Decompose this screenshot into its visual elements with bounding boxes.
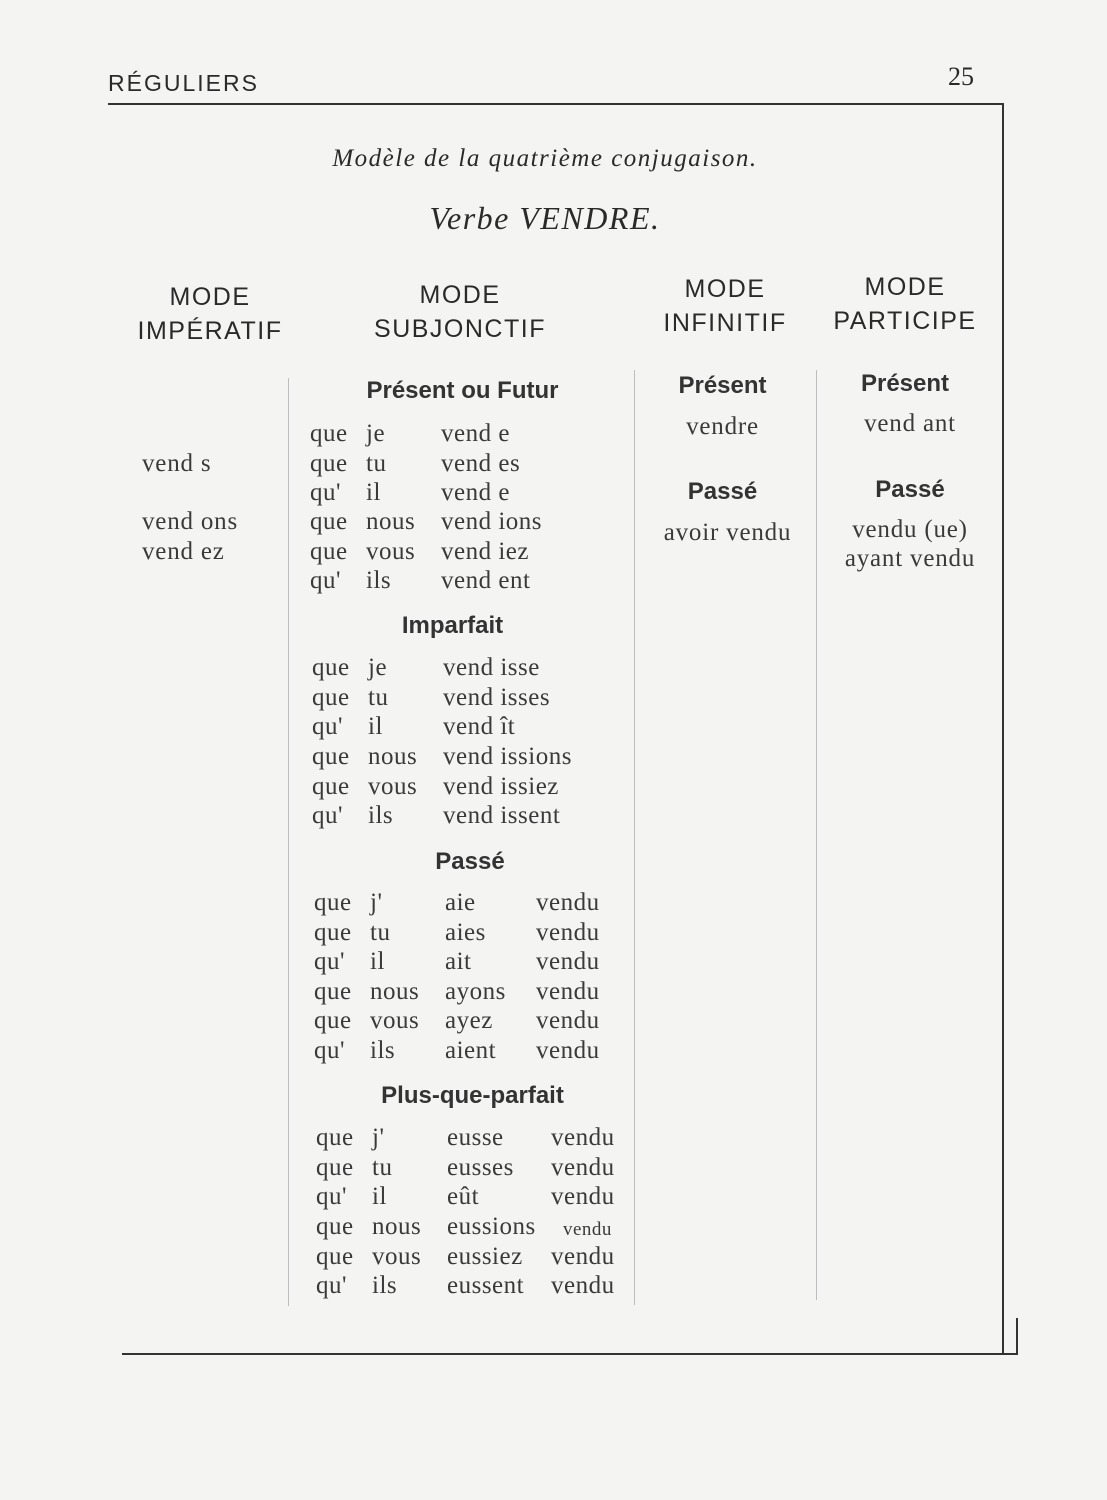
page-number: 25 [948,62,974,91]
past-participle: vendu [536,948,600,975]
conjunction: que [310,508,348,535]
bottom-rule [122,1353,1018,1355]
past-participle: vendu [551,1183,615,1210]
conjunction: que [314,889,352,916]
verb-form: vend ît [443,713,516,740]
participe-present-form: vend ant [864,410,956,437]
conjunction: que [310,538,348,565]
conjunction: que [312,654,350,681]
auxiliary: eusses [447,1154,514,1181]
mode-participe-heading [815,270,995,338]
mode-label: MODE [864,273,946,301]
conjunction: qu' [310,567,342,594]
mode-label: MODE [169,283,251,311]
conjunction: qu' [316,1183,348,1210]
conjunction: que [314,919,352,946]
tense-label-imparfait: Imparfait [401,612,504,639]
pronoun: je [366,420,386,447]
past-participle: vendu [536,1037,600,1064]
auxiliary: ayez [445,1007,493,1034]
pronoun: nous [370,978,420,1005]
conjunction: que [316,1213,354,1240]
auxiliary: eusse [447,1124,504,1151]
conjunction: qu' [314,948,346,975]
mode-subjonctif-heading [345,278,575,346]
conjunction: qu' [316,1272,348,1299]
tense-label-plus-que-parfait: Plus-que-parfait [381,1082,564,1109]
verb-form: vend issent [443,802,561,829]
conjunction: que [312,773,350,800]
infinitif-passe-form: avoir vendu [663,519,792,546]
pronoun: nous [368,743,418,770]
auxiliary: aient [445,1037,497,1064]
infinitif-passe-label: Passé [687,478,758,505]
pronoun: ils [372,1272,398,1299]
right-rule [1002,103,1004,1353]
column-divider [634,370,635,1305]
conjunction: que [316,1154,354,1181]
auxiliary: ait [445,948,472,975]
running-head: RÉGULIERS [108,70,259,96]
pronoun: vous [366,538,416,565]
conjunction: que [314,1007,352,1034]
infinitif-present-label: Présent [678,372,767,399]
conjunction: qu' [314,1037,346,1064]
pronoun: j' [372,1124,385,1151]
past-participle: vendu [551,1124,615,1151]
participe-present-label: Présent [860,370,950,397]
conjunction: que [314,978,352,1005]
verb-form: vend e [441,420,510,447]
conjunction: qu' [312,802,344,829]
pronoun: nous [372,1213,422,1240]
auxiliary: eussiez [447,1243,523,1270]
verb-form: vend ent [441,567,531,594]
past-participle: vendu [536,919,600,946]
pronoun: ils [370,1037,396,1064]
pronoun: tu [370,919,391,946]
pronoun: il [366,479,381,506]
verb-form: vend e [441,479,510,506]
mode-label: MODE [684,275,766,303]
mode-name: INFINITIF [663,309,787,337]
verb-form: vend isse [443,654,540,681]
imperatif-form: vend s [142,450,212,477]
pronoun: vous [372,1243,422,1270]
tense-label-present: Présent ou Futur [366,377,559,404]
bottom-right-rule [1016,1318,1018,1355]
pronoun: il [372,1183,387,1210]
conjunction: qu' [310,479,342,506]
pronoun: tu [368,684,389,711]
auxiliary: aies [445,919,486,946]
pronoun: ils [368,802,394,829]
pronoun: tu [366,450,387,477]
verb-form: vend issions [443,743,572,770]
conjunction: que [316,1243,354,1270]
imperatif-form: vend ons [142,508,238,535]
past-participle: vendu [536,1007,600,1034]
conjunction: que [312,743,350,770]
past-participle: vendu [551,1154,615,1181]
top-rule [108,103,1004,105]
auxiliary: eussions [447,1213,536,1240]
tense-label-passe: Passé [435,848,505,875]
past-participle: vendu [551,1272,615,1299]
verb-form: vend iez [441,538,529,565]
mode-name: IMPÉRATIF [137,317,283,345]
pronoun: nous [366,508,416,535]
conjunction: que [312,684,350,711]
verb-form: vend isses [443,684,551,711]
past-participle: vendu [563,1219,612,1240]
pronoun: tu [372,1154,393,1181]
auxiliary: ayons [445,978,506,1005]
verb-form: vend issiez [443,773,559,800]
pronoun: il [368,713,383,740]
mode-infinitif-heading [630,272,820,340]
column-divider [288,378,289,1306]
conjunction: que [310,420,348,447]
participe-passe-label: Passé [875,476,945,503]
infinitif-present-form: vendre [686,413,759,440]
table-title: Modèle de la quatrième conjugaison. [332,145,758,172]
conjunction: que [310,450,348,477]
imperatif-form: vend ez [142,538,225,565]
verb-title: Verbe VENDRE. [429,200,661,236]
pronoun: j' [370,889,383,916]
verb-form: vend ions [441,508,543,535]
participe-passe-form: vendu (ue) [852,516,968,543]
conjunction: qu' [312,713,344,740]
past-participle: vendu [536,889,600,916]
pronoun: ils [366,567,392,594]
pronoun: vous [370,1007,420,1034]
mode-name: PARTICIPE [833,307,977,335]
verb-form: vend es [441,450,521,477]
column-divider [816,370,817,1300]
auxiliary: aie [445,889,476,916]
past-participle: vendu [536,978,600,1005]
auxiliary: eussent [447,1272,525,1299]
pronoun: vous [368,773,418,800]
mode-name: SUBJONCTIF [374,315,546,343]
past-participle: vendu [551,1243,615,1270]
pronoun: il [370,948,385,975]
auxiliary: eût [447,1183,480,1210]
mode-label: MODE [419,281,501,309]
conjunction: que [316,1124,354,1151]
mode-imperatif-heading [95,280,325,348]
pronoun: je [368,654,388,681]
participe-passe-compose: ayant vendu [844,545,976,572]
